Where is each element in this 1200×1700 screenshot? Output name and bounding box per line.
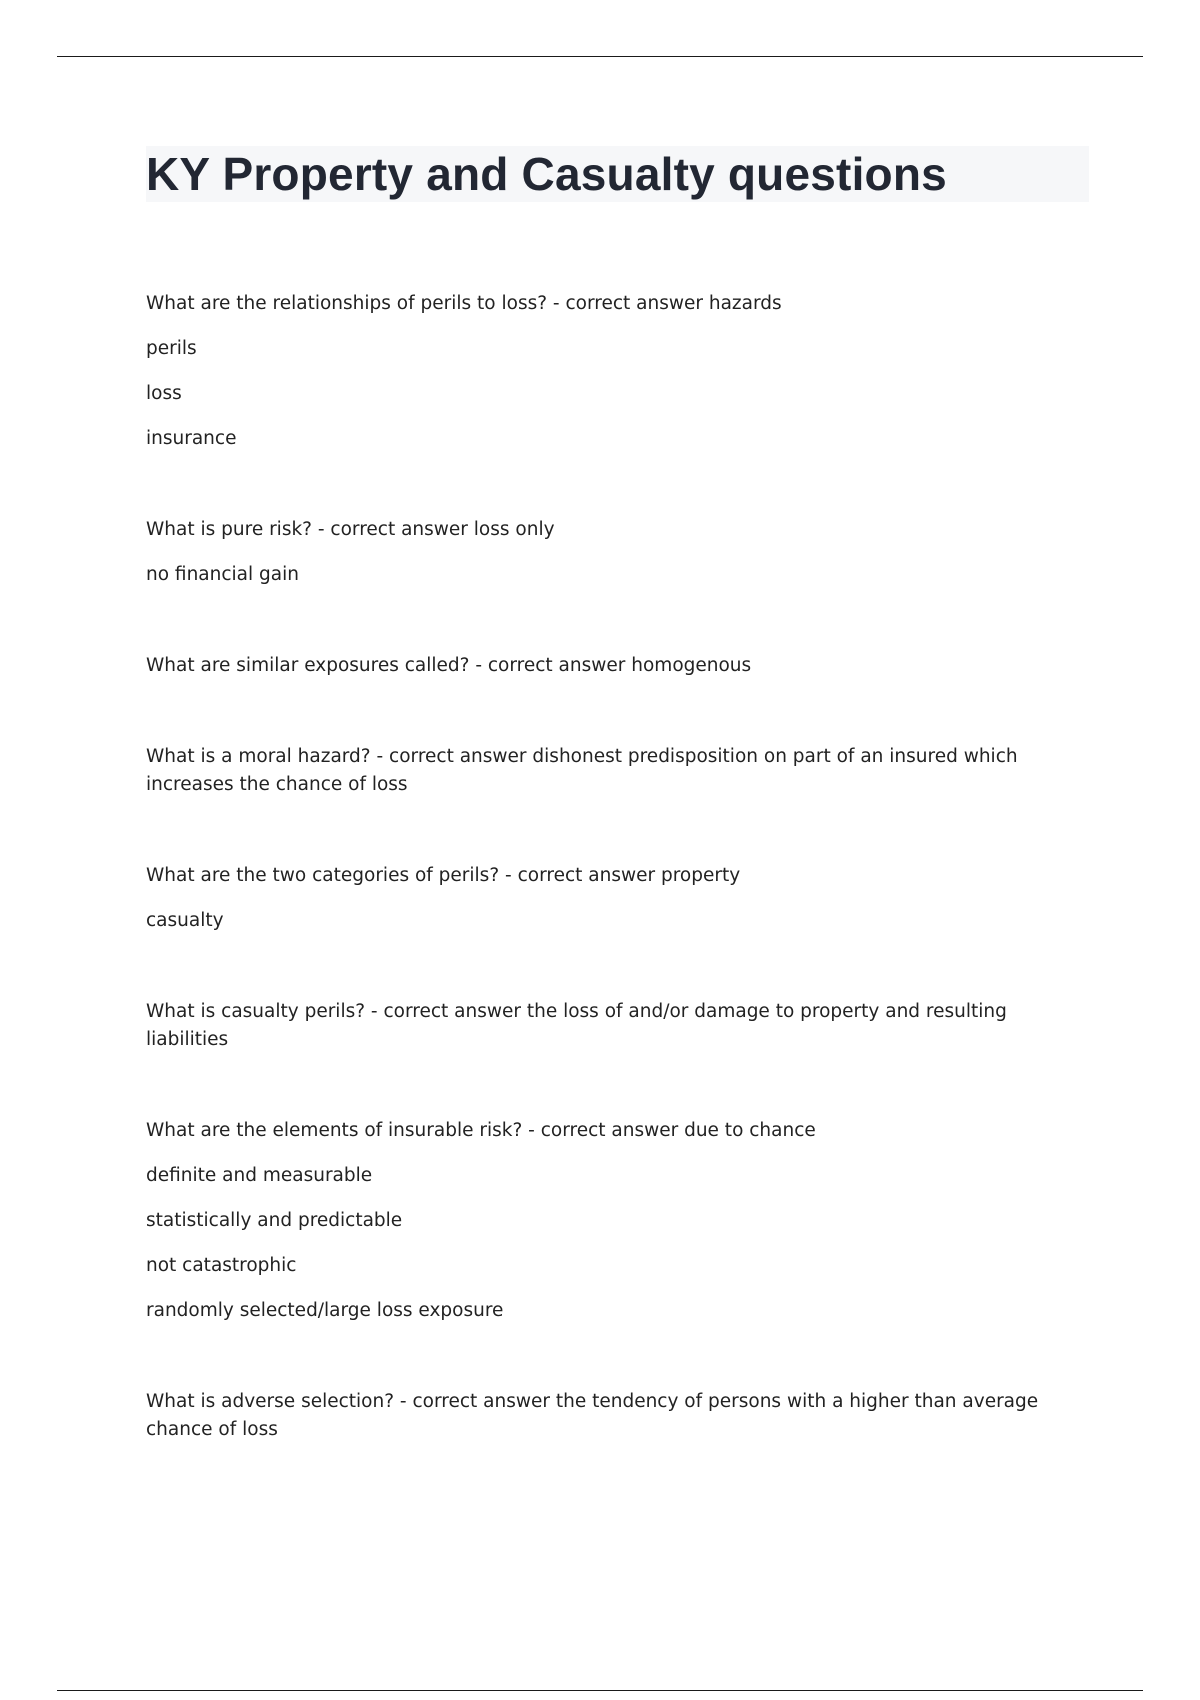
- qa-item: [146, 290, 1086, 453]
- answer-separator: - correct answer: [394, 1391, 556, 1412]
- answer-line: randomly selected/large loss exposure: [146, 1300, 504, 1321]
- qa-question-line: [146, 862, 1086, 890]
- answer-text: homogenous: [631, 655, 752, 676]
- answer-line: no financial gain: [146, 564, 299, 585]
- answer-separator: - correct answer: [469, 655, 632, 676]
- page-title: KY Property and Casualty questions: [146, 148, 947, 200]
- answer-separator: - correct answer: [547, 293, 709, 314]
- answer-line: statistically and predictable: [146, 1210, 403, 1231]
- question-text: What is a moral hazard?: [146, 746, 371, 767]
- answer-line: insurance: [146, 428, 237, 449]
- qa-item: [146, 743, 1086, 799]
- qa-item: [146, 1388, 1086, 1444]
- top-divider: [57, 56, 1143, 57]
- answer-text: loss only: [473, 519, 555, 540]
- answer-separator: - correct answer: [312, 519, 474, 540]
- qa-question-line: [146, 516, 1086, 544]
- bottom-divider: [57, 1690, 1143, 1691]
- qa-question-line: [146, 1117, 1086, 1145]
- qa-item: [146, 652, 1086, 680]
- question-text: What are the elements of insurable risk?: [146, 1120, 523, 1141]
- answer-line: perils: [146, 338, 197, 359]
- answer-text: due to chance: [684, 1120, 816, 1141]
- answer-line: not catastrophic: [146, 1255, 297, 1276]
- answer-separator: - correct answer: [499, 865, 661, 886]
- answer-text: the loss of and/or damage to property and resulting liabilities: [146, 1001, 1007, 1050]
- answer-text: property: [660, 865, 741, 886]
- qa-question-line: [146, 652, 1086, 680]
- answer-separator: - correct answer: [370, 746, 533, 767]
- answer-text: the tendency of persons with a higher than average chance of loss: [146, 1391, 1039, 1440]
- qa-item: [146, 516, 1086, 589]
- qa-item: [146, 862, 1086, 935]
- question-text: What are the two categories of perils?: [146, 865, 500, 886]
- qa-item: [146, 1117, 1086, 1325]
- answer-text: hazards: [708, 293, 782, 314]
- qa-question-line: [146, 1388, 1086, 1444]
- answer-separator: - correct answer: [522, 1120, 685, 1141]
- answer-line: casualty: [146, 910, 224, 931]
- question-text: What is adverse selection?: [146, 1391, 395, 1412]
- qa-question-line: [146, 290, 1086, 318]
- question-text: What is casualty perils?: [146, 1001, 366, 1022]
- question-text: What are the relationships of perils to loss?: [146, 293, 548, 314]
- answer-separator: - correct answer: [365, 1001, 527, 1022]
- question-text: What is pure risk?: [146, 519, 312, 540]
- question-text: What are similar exposures called?: [146, 655, 470, 676]
- qa-item: [146, 998, 1086, 1054]
- qa-list: [146, 290, 1086, 1507]
- answer-line: definite and measurable: [146, 1165, 373, 1186]
- qa-question-line: [146, 743, 1086, 799]
- answer-line: loss: [146, 383, 182, 404]
- qa-question-line: [146, 998, 1086, 1054]
- answer-text: dishonest predisposition on part of an insured which increases the chance of loss: [146, 746, 1018, 795]
